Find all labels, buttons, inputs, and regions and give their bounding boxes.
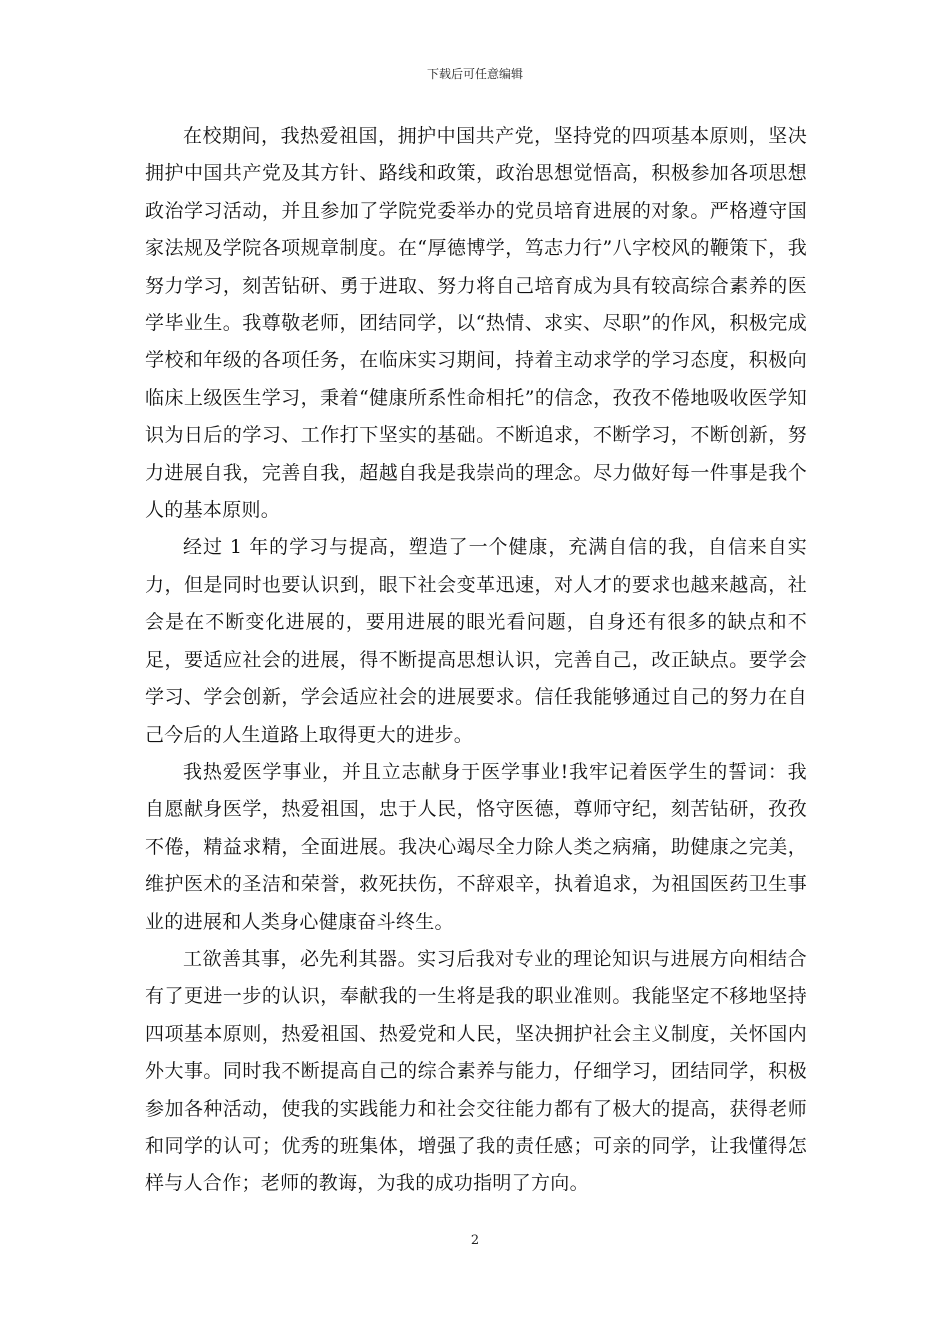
paragraph-career-principles: 工欲善其事，必先利其器。实习后我对专业的理论知识与进展方向相结合有了更进一步的认识，奉献我的一生将是我的职业准则。我能坚定不移地坚持四项基本原则，热爱祖国、热爱党和人民，坚决拥护社会主义制度，关怀国内外大事。同时我不断提高自己的综合素养与能力，仔细学习，团结同学，积极参加各种活动，使我的实践能力和社会交往能力都有了极大的提高，获得老师和同学的认可；优秀的班集体，增强了我的责任感；可亲的同学，让我懂得怎样与人合作；老师的教诲，为我的成功指明了方向。 bbox=[145, 947, 807, 1195]
page-number: 2 bbox=[470, 1233, 480, 1248]
page-header-note: 下载后可任意编辑 bbox=[426, 67, 523, 81]
paragraph-school-conduct: 在校期间，我热爱祖国，拥护中国共产党，坚持党的四项基本原则，坚决拥护中国共产党及其方针、路线和政策，政治思想觉悟高，积极参加各项思想政治学习活动，并且参加了学院党委举办的党员培育进展的对象。严格遵守国家法规及学院各项规章制度。在“厚德博学，笃志力行”八字校风的鞭策下，我努力学习，刻苦钻研、勇于进取、努力将自己培育成为具有较高综合素养的医学毕业生。我尊敬老师，团结同学，以“热情、求实、尽职”的作风，积极完成学校和年级的各项任务，在临床实习期间，持着主动求学的学习态度，积极向临床上级医生学习，秉着“健康所系性命相托”的信念，孜孜不倦地吸收医学知识为日后的学习、工作打下坚实的基础。不断追求，不断学习，不断创新，努力进展自我，完善自我，超越自我是我崇尚的理念。尽力做好每一件事是我个人的基本原则。 bbox=[145, 125, 807, 522]
paragraph-growth: 经过 1 年的学习与提高，塑造了一个健康，充满自信的我，自信来自实力，但是同时也要认识到，眼下社会变革迅速，对人才的要求也越来越高，社会是在不断变化进展的，要用进展的眼光看问题，自身还有很多的缺点和不足，要适应社会的进展，得不断提高思想认识，完善自己，改正缺点。要学会学习、学会创新，学会适应社会的进展要求。信任我能够通过自己的努力在自己今后的人生道路上取得更大的进步。 bbox=[145, 536, 807, 746]
paragraph-medical-oath: 我热爱医学事业，并且立志献身于医学事业!我牢记着医学生的誓词：我自愿献身医学，热爱祖国，忠于人民，恪守医德，尊师守纪，刻苦钻研，孜孜不倦，精益求精，全面进展。我决心竭尽全力除人类之病痛，助健康之完美，维护医术的圣洁和荣誉，救死扶伤，不辞艰辛，执着追求，为祖国医药卫生事业的进展和人类身心健康奋斗终生。 bbox=[145, 760, 807, 933]
document-body bbox=[145, 118, 807, 1203]
